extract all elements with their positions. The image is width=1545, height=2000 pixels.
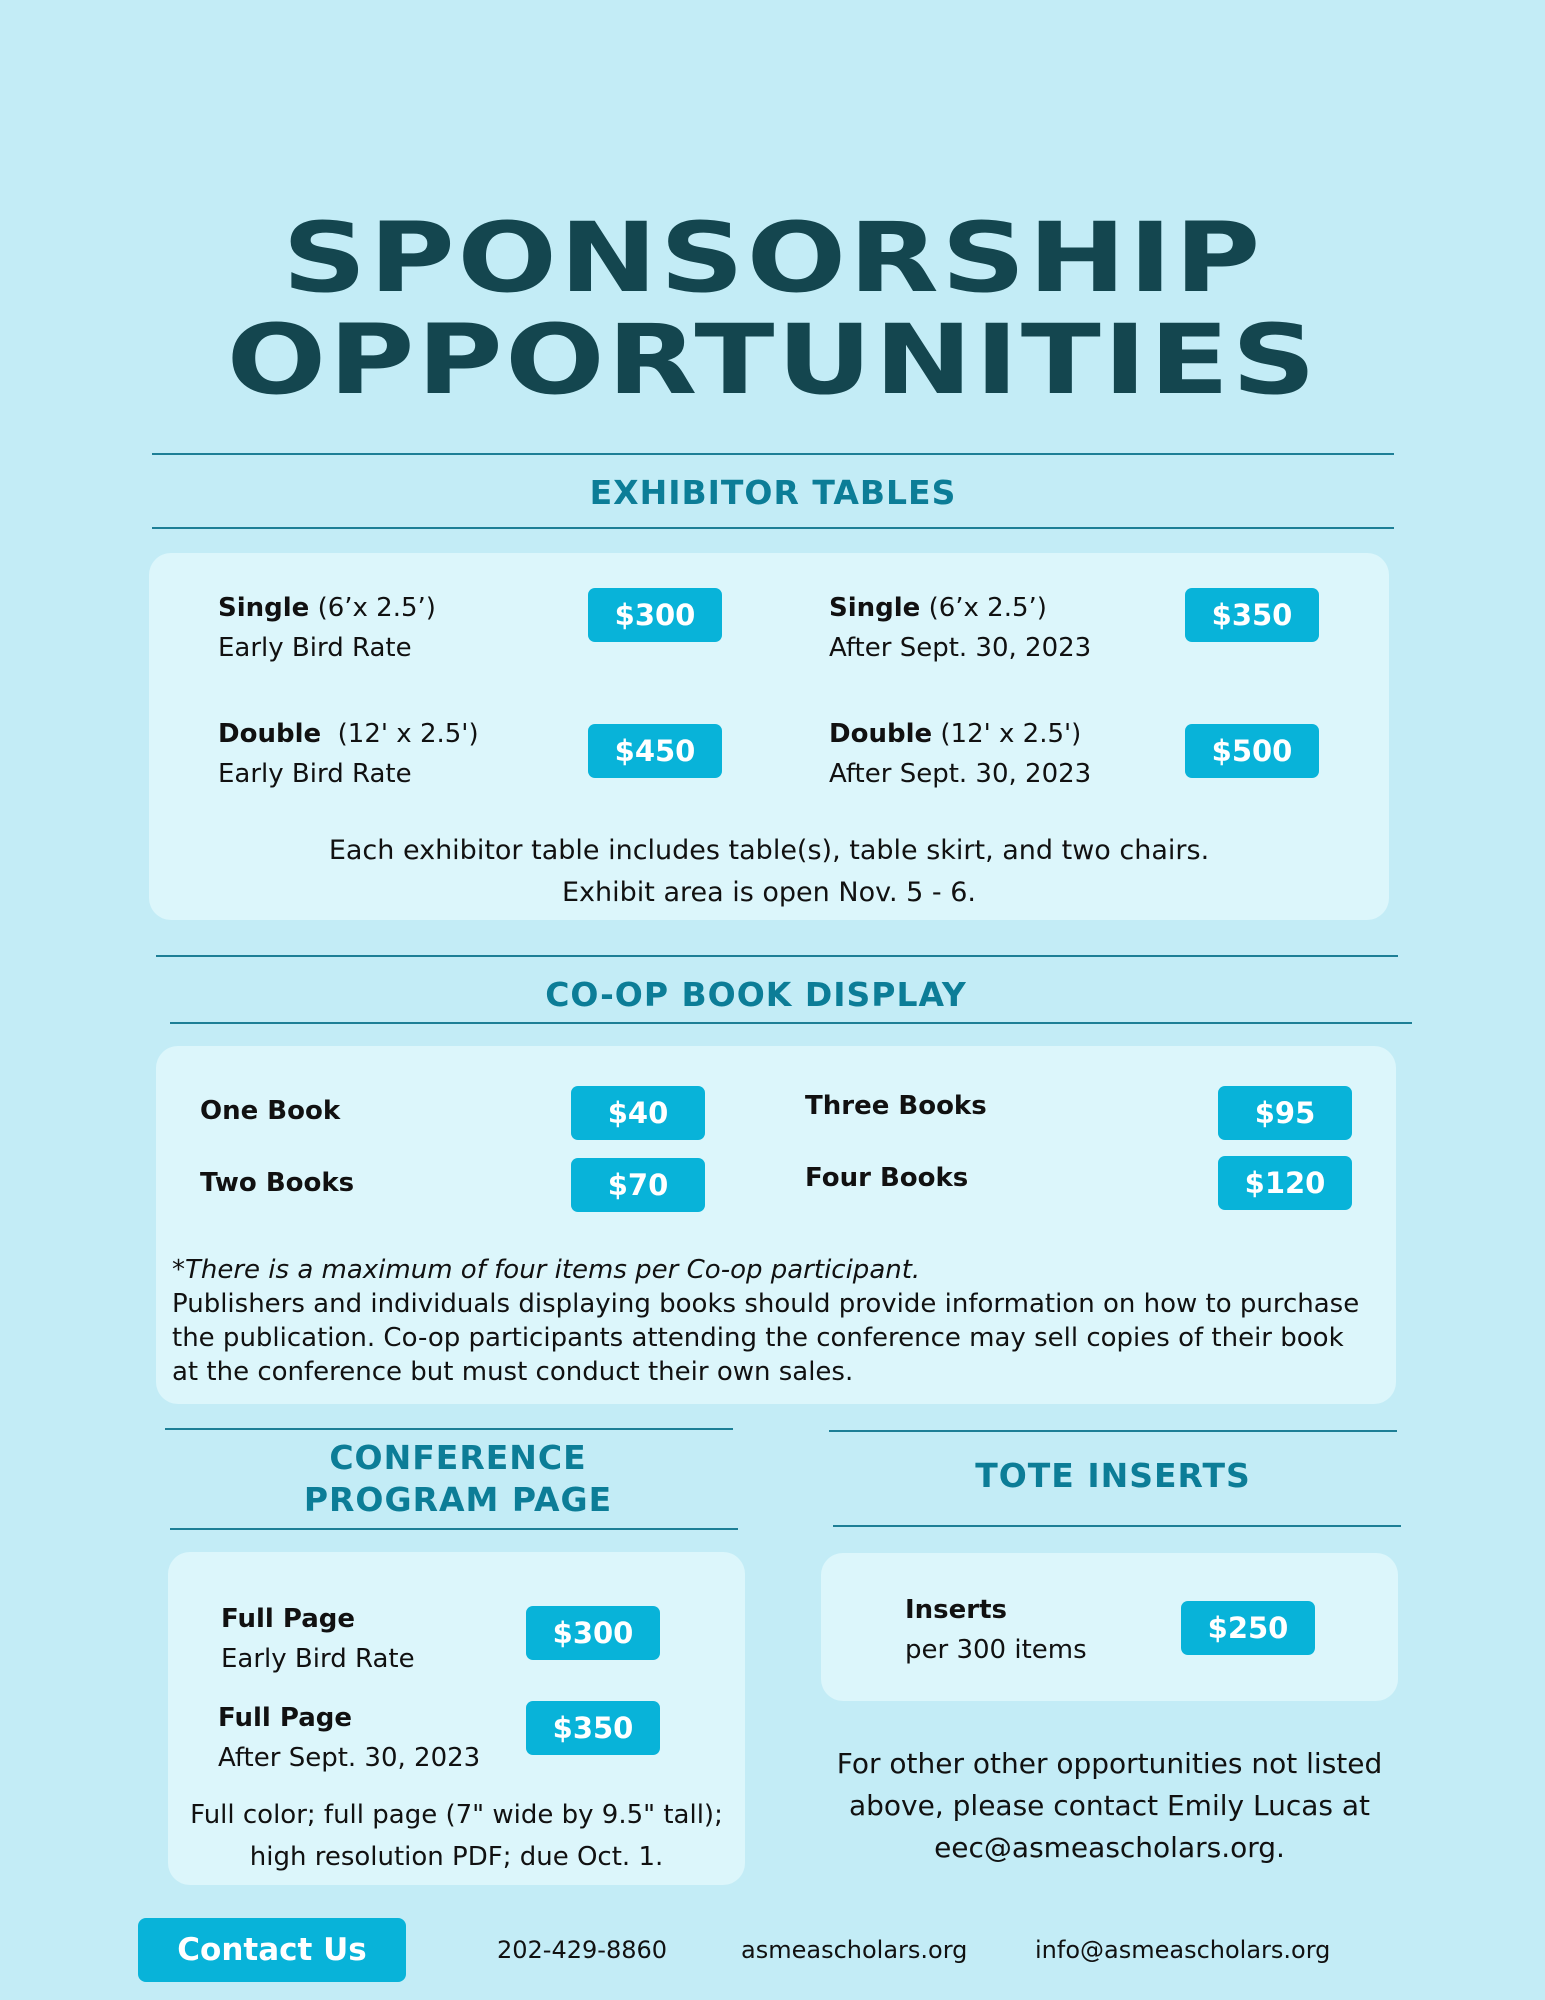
- program-note-line2: high resolution PDF; due Oct. 1.: [249, 1842, 664, 1872]
- item-sub: Early Bird Rate: [218, 759, 412, 789]
- price-badge: $450: [588, 724, 722, 778]
- coop-note-line3: at the conference but must conduct their own sales.: [172, 1357, 854, 1387]
- item-sub: per 300 items: [905, 1635, 1087, 1665]
- item-name: Double: [829, 719, 933, 749]
- tote-item: [905, 1590, 1087, 1670]
- divider: [156, 955, 1398, 957]
- item-name: Single: [218, 593, 310, 623]
- item-detail: (12' x 2.5'): [321, 719, 479, 749]
- coop-note-line2: the publication. Co-op participants attending the conference may sell copies of their book: [172, 1323, 1344, 1353]
- tote-other-line1: For other other opportunities not listed: [836, 1747, 1383, 1780]
- divider: [833, 1525, 1401, 1527]
- price-badge: $500: [1185, 724, 1319, 778]
- program-note-line1: Full color; full page (7" wide by 9.5" tall);: [190, 1800, 723, 1830]
- exhibitor-item-double-late: [829, 714, 1091, 794]
- price-badge: $70: [571, 1158, 705, 1212]
- tote-other-line2: above, please contact Emily Lucas at: [848, 1789, 1371, 1822]
- coop-note-italic: *There is a maximum of four items per Co-op participant.: [172, 1255, 921, 1285]
- coop-heading: CO-OP BOOK DISPLAY: [545, 975, 967, 1014]
- item-sub: After Sept. 30, 2023: [829, 759, 1092, 789]
- exhibitor-heading: EXHIBITOR TABLES: [589, 473, 957, 512]
- contact-us-button[interactable]: Contact Us: [138, 1918, 406, 1982]
- item-name: Single: [829, 593, 921, 623]
- footer-email[interactable]: info@asmeascholars.org: [1035, 1936, 1331, 1964]
- coop-note-line1: Publishers and individuals displaying books should provide information on how to purchase: [172, 1289, 1360, 1319]
- item-name: Double: [218, 719, 322, 749]
- item-sub: After Sept. 30, 2023: [218, 1743, 481, 1773]
- exhibitor-item-double-early: [218, 714, 479, 794]
- divider: [170, 1022, 1412, 1024]
- price-badge: $95: [1218, 1086, 1352, 1140]
- footer-phone[interactable]: 202-429-8860: [497, 1936, 668, 1964]
- divider: [165, 1428, 733, 1430]
- item-detail: (6’x 2.5’): [920, 593, 1047, 623]
- program-item-late: [218, 1698, 480, 1778]
- item-sub: After Sept. 30, 2023: [829, 633, 1092, 663]
- divider: [152, 527, 1394, 529]
- divider: [152, 453, 1394, 455]
- exhibitor-item-single-early: [218, 588, 436, 668]
- price-badge: $350: [1185, 588, 1319, 642]
- footer-website[interactable]: asmeascholars.org: [741, 1936, 968, 1964]
- item-sub: Early Bird Rate: [218, 633, 412, 663]
- price-badge: $350: [526, 1701, 660, 1755]
- coop-item-three-books: Three Books: [805, 1091, 987, 1121]
- price-badge: $300: [588, 588, 722, 642]
- page-title-line2: OPPORTUNITIES: [226, 304, 1319, 416]
- tote-heading: TOTE INSERTS: [975, 1456, 1251, 1495]
- item-sub: Early Bird Rate: [221, 1644, 415, 1674]
- exhibitor-note-line2: Exhibit area is open Nov. 5 - 6.: [562, 877, 976, 908]
- price-badge: $120: [1218, 1156, 1352, 1210]
- exhibitor-item-single-late: [829, 588, 1091, 668]
- item-detail: (6’x 2.5’): [309, 593, 436, 623]
- tote-other-line3: eec@asmeascholars.org.: [934, 1831, 1285, 1864]
- divider: [170, 1528, 738, 1530]
- coop-item-two-books: Two Books: [200, 1168, 355, 1198]
- program-item-early: [221, 1599, 415, 1679]
- coop-item-four-books: Four Books: [805, 1163, 969, 1193]
- program-heading-line1: CONFERENCE: [329, 1438, 587, 1477]
- price-badge: $40: [571, 1086, 705, 1140]
- item-detail: (12' x 2.5'): [932, 719, 1082, 749]
- item-name: Inserts: [905, 1595, 1008, 1625]
- exhibitor-note-line1: Each exhibitor table includes table(s), table skirt, and two chairs.: [328, 835, 1210, 866]
- page-title-line1: SPONSORSHIP: [282, 202, 1263, 314]
- item-name: Full Page: [221, 1604, 355, 1634]
- program-heading-line2: PROGRAM PAGE: [303, 1480, 613, 1519]
- price-badge: $300: [526, 1606, 660, 1660]
- divider: [829, 1430, 1397, 1432]
- price-badge: $250: [1181, 1601, 1315, 1655]
- item-name: Full Page: [218, 1703, 352, 1733]
- coop-item-one-book: One Book: [200, 1096, 341, 1126]
